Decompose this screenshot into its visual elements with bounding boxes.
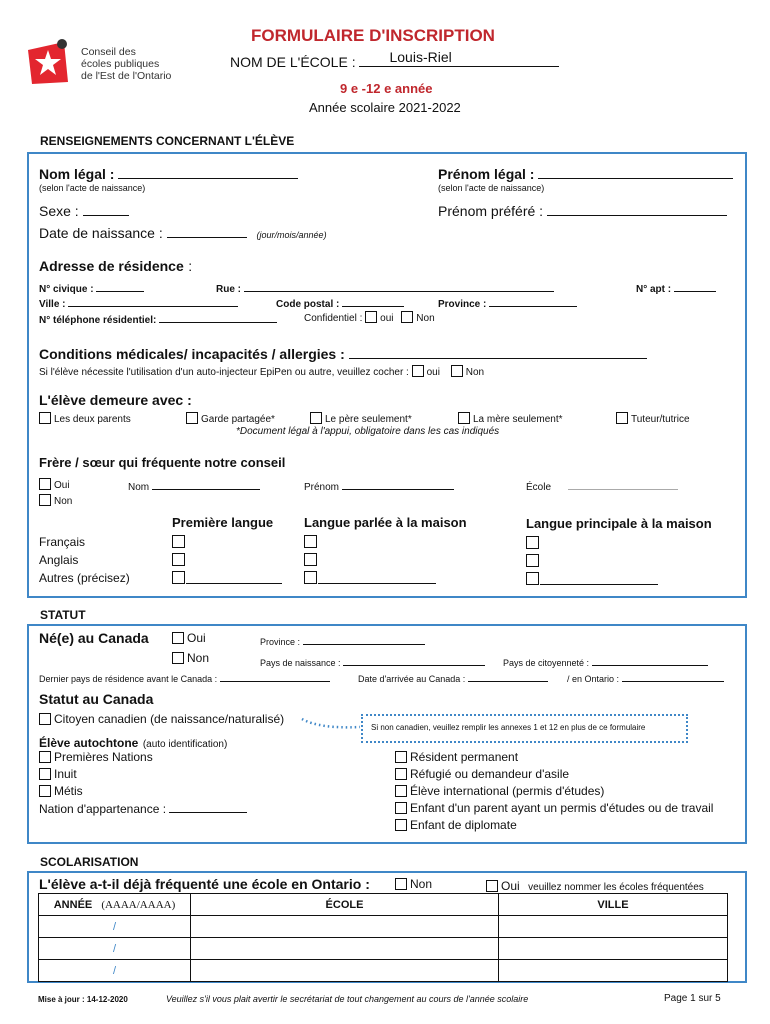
epipen-yes-checkbox[interactable]	[412, 365, 424, 377]
school-cell[interactable]	[191, 916, 499, 938]
schooling-question: L'élève a-t-il déjà fréquenté une école en Ontario :	[39, 876, 370, 892]
born-canada-no-checkbox[interactable]	[172, 652, 184, 664]
school-name-field[interactable]: Louis-Riel	[359, 53, 559, 67]
last-country-field[interactable]	[220, 670, 330, 682]
status-parent-permit: Enfant d'un parent ayant un permis d'études ou de travail	[395, 801, 713, 815]
sibling-yes: Oui	[39, 478, 70, 491]
main-lang-french-checkbox[interactable]	[526, 536, 539, 549]
indigenous-inuit: Inuit	[39, 767, 77, 781]
non-citizen-note-box: Si non canadien, veuillez remplir les annexes 1 et 12 en plus de ce formulaire	[361, 714, 688, 743]
student-section-title: RENSEIGNEMENTS CONCERNANT L'ÉLÈVE	[40, 134, 295, 148]
table-row[interactable]	[39, 916, 728, 938]
civic-row: N° civique :	[39, 280, 144, 295]
postal-code-row: Code postal :	[276, 295, 404, 310]
city-cell[interactable]	[499, 916, 728, 938]
main-lang-english-checkbox[interactable]	[526, 554, 539, 567]
birth-province-field[interactable]	[303, 633, 425, 645]
lives-both-parents-checkbox[interactable]	[39, 412, 51, 424]
footer-updated: Mise à jour : 14-12-2020	[38, 995, 128, 1004]
city-row: Ville :	[39, 295, 238, 310]
col-year-header: ANNÉE (AAAA/AAAA)	[39, 894, 191, 916]
city-cell[interactable]	[499, 938, 728, 960]
lives-option-father: Le père seulement*	[310, 412, 412, 425]
grade: 9 e -12 e année	[340, 81, 433, 96]
legal-firstname-field[interactable]	[538, 167, 733, 179]
arrival-canada-row: Date d'arrivée au Canada :	[358, 670, 548, 684]
schools-table	[38, 893, 728, 982]
lives-note: *Document légal à l'appui, obligatoire dans les cas indiqués	[236, 426, 500, 437]
sibling-yes-checkbox[interactable]	[39, 478, 51, 490]
first-lang-other-field[interactable]	[186, 572, 282, 584]
sibling-school-row: École	[526, 478, 678, 493]
apt-row: N° apt :	[636, 280, 716, 295]
birth-date-field[interactable]	[167, 226, 247, 238]
first-lang-french-checkbox[interactable]	[172, 535, 185, 548]
nation-row: Nation d'appartenance :	[39, 801, 247, 816]
lives-option-guardian: Tuteur/tutrice	[616, 412, 690, 425]
civic-field[interactable]	[96, 280, 144, 292]
sibling-firstname-field[interactable]	[342, 478, 454, 490]
schooling-section-title: SCOLARISATION	[40, 855, 139, 869]
metis-checkbox[interactable]	[39, 785, 51, 797]
legal-name-row: Nom légal :	[39, 166, 298, 182]
status-permanent-resident: Résident permanent	[395, 750, 518, 764]
lives-option-both-parents: Les deux parents	[39, 412, 131, 425]
lang-french: Français	[39, 535, 86, 549]
epipen-row: Si l'élève nécessite l'utilisation d'un auto-injecteur EpiPen ou autre, veuillez cocher : oui Non	[39, 367, 485, 378]
status-refugee: Réfugié ou demandeur d'asile	[395, 767, 569, 781]
phone-field[interactable]	[159, 311, 277, 323]
sibling-title: Frère / sœur qui fréquente notre conseil	[39, 455, 286, 470]
indigenous-first-nations: Premières Nations	[39, 750, 153, 764]
sibling-name-row: Nom	[128, 478, 260, 493]
col-city-header: VILLE	[499, 894, 728, 916]
street-field[interactable]	[244, 280, 554, 292]
table-row[interactable]	[39, 938, 728, 960]
home-lang-english-checkbox[interactable]	[304, 553, 317, 566]
sex-field[interactable]	[83, 204, 129, 216]
nation-field[interactable]	[169, 801, 247, 813]
arrival-ontario-row: / en Ontario :	[567, 670, 724, 684]
first-lang-other-checkbox[interactable]	[172, 571, 185, 584]
refugee-checkbox[interactable]	[395, 768, 407, 780]
birth-country-field[interactable]	[343, 654, 485, 666]
sibling-school-field[interactable]	[568, 478, 678, 490]
lives-guardian-checkbox[interactable]	[616, 412, 628, 424]
schooling-yes: Oui veuillez nommer les écoles fréquentées	[486, 877, 704, 895]
lives-shared-checkbox[interactable]	[186, 412, 198, 424]
status-canada-title: Statut au Canada	[39, 691, 154, 707]
lang-header-first: Première langue	[172, 515, 274, 530]
year-cell[interactable]: /	[39, 960, 191, 982]
lang-english: Anglais	[39, 553, 79, 567]
footer-notice: Veuillez s'il vous plait avertir le secrétariat de tout changement au cours de l'année scolaire	[166, 994, 529, 1004]
logo-text: Conseil des écoles publiques de l'Est de l'Ontario	[81, 46, 172, 82]
indigenous-metis: Métis	[39, 784, 83, 798]
province-field[interactable]	[489, 295, 577, 307]
address-title: Adresse de résidence :	[39, 258, 193, 274]
school-year: Année scolaire 2021-2022	[309, 100, 461, 115]
legal-firstname-note: (selon l'acte de naissance)	[438, 183, 545, 193]
status-section-title: STATUT	[40, 608, 86, 622]
legal-name-note: (selon l'acte de naissance)	[39, 183, 146, 193]
arrival-ontario-field[interactable]	[622, 670, 724, 682]
parent-permit-checkbox[interactable]	[395, 802, 407, 814]
legal-firstname-row: Prénom légal :	[438, 166, 733, 182]
table-header-row	[39, 894, 728, 916]
first-nations-checkbox[interactable]	[39, 751, 51, 763]
table-row[interactable]	[39, 960, 728, 982]
year-cell[interactable]: /	[39, 938, 191, 960]
born-canada-yes-checkbox[interactable]	[172, 632, 184, 644]
province-row: Province :	[438, 295, 577, 310]
col-school-header: ÉCOLE	[191, 894, 499, 916]
dotted-connector-icon	[300, 715, 362, 731]
epipen-no-checkbox[interactable]	[451, 365, 463, 377]
arrival-canada-field[interactable]	[468, 670, 548, 682]
medical-field[interactable]	[349, 347, 647, 359]
confidential-no-checkbox[interactable]	[401, 311, 413, 323]
sex-row: Sexe :	[39, 203, 129, 219]
footer-page: Page 1 sur 5	[664, 993, 721, 1004]
school-cell[interactable]	[191, 960, 499, 982]
home-lang-other-checkbox[interactable]	[304, 571, 317, 584]
school-name-row: NOM DE L'ÉCOLE : Louis-Riel	[230, 53, 559, 70]
preferred-firstname-field[interactable]	[547, 204, 727, 216]
year-cell[interactable]: /	[39, 916, 191, 938]
medical-row: Conditions médicales/ incapacités / allergies :	[39, 346, 647, 362]
apt-field[interactable]	[674, 280, 716, 292]
diplomat-checkbox[interactable]	[395, 819, 407, 831]
lang-other: Autres (précisez)	[39, 571, 130, 585]
sibling-name-field[interactable]	[152, 478, 260, 490]
legal-name-field[interactable]	[118, 167, 298, 179]
confidential-row: Confidentiel : oui Non	[304, 313, 435, 324]
citizen-row: Citoyen canadien (de naissance/naturalisé)	[39, 712, 284, 726]
inuit-checkbox[interactable]	[39, 768, 51, 780]
citizenship-field[interactable]	[592, 654, 708, 666]
birth-province-row: Province :	[260, 633, 425, 647]
status-international: Élève international (permis d'études)	[395, 784, 604, 798]
permanent-resident-checkbox[interactable]	[395, 751, 407, 763]
schooling-no: Non	[395, 877, 432, 891]
sibling-no-checkbox[interactable]	[39, 494, 51, 506]
first-lang-english-checkbox[interactable]	[172, 553, 185, 566]
home-lang-french-checkbox[interactable]	[304, 535, 317, 548]
preferred-firstname-row: Prénom préféré :	[438, 203, 727, 219]
main-lang-other-field[interactable]	[540, 573, 658, 585]
street-row: Rue :	[216, 280, 554, 295]
birth-country-row: Pays de naissance :	[260, 654, 485, 668]
school-cell[interactable]	[191, 938, 499, 960]
citizenship-row: Pays de citoyenneté :	[503, 654, 708, 668]
lives-option-mother: La mère seulement*	[458, 412, 563, 425]
lang-header-main: Langue principale à la maison	[526, 516, 712, 531]
confidential-yes-checkbox[interactable]	[365, 311, 377, 323]
born-canada-label: Né(e) au Canada	[39, 630, 149, 646]
schooling-no-checkbox[interactable]	[395, 878, 407, 890]
city-field[interactable]	[68, 295, 238, 307]
status-diplomat: Enfant de diplomate	[395, 818, 517, 832]
sibling-firstname-row: Prénom	[304, 478, 454, 493]
lives-option-shared: Garde partagée*	[186, 412, 275, 425]
born-canada-no: Non	[172, 651, 209, 665]
citizen-checkbox[interactable]	[39, 713, 51, 725]
born-canada-yes: Oui	[172, 631, 206, 645]
lives-with-title: L'élève demeure avec :	[39, 392, 192, 408]
last-country-row: Dernier pays de résidence avant le Canada :	[39, 670, 330, 684]
lives-mother-checkbox[interactable]	[458, 412, 470, 424]
sibling-no: Non	[39, 494, 72, 507]
form-title: FORMULAIRE D'INSCRIPTION	[251, 26, 495, 45]
city-cell[interactable]	[499, 960, 728, 982]
schooling-yes-checkbox[interactable]	[486, 880, 498, 892]
lives-father-checkbox[interactable]	[310, 412, 322, 424]
phone-row: N° téléphone résidentiel:	[39, 311, 277, 326]
home-lang-other-field[interactable]	[318, 572, 436, 584]
lang-header-home: Langue parlée à la maison	[304, 515, 467, 530]
international-checkbox[interactable]	[395, 785, 407, 797]
main-lang-other-checkbox[interactable]	[526, 572, 539, 585]
indigenous-title: Élève autochtone (auto identification)	[39, 736, 228, 750]
postal-code-field[interactable]	[342, 295, 404, 307]
birth-date-row: Date de naissance : (jour/mois/année)	[39, 225, 327, 241]
